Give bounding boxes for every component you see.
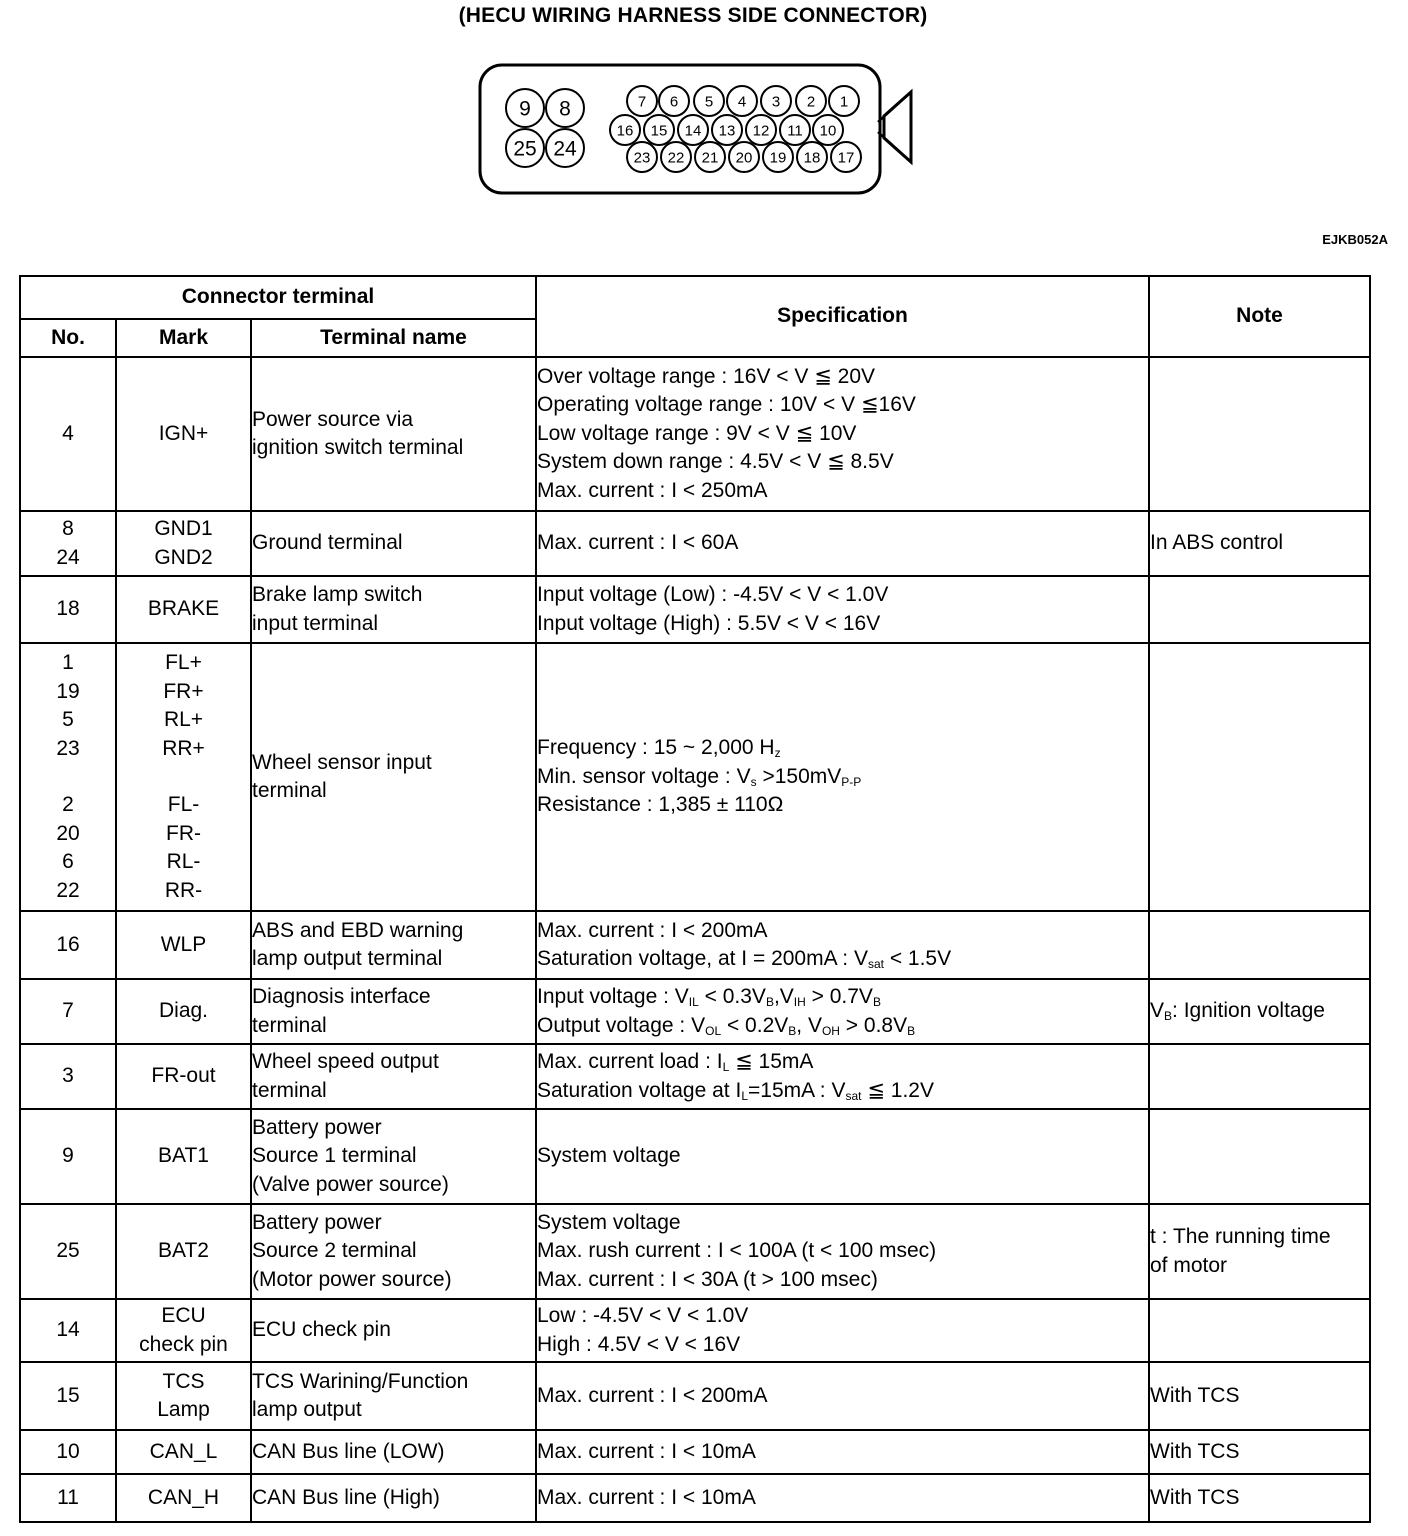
terminal-mark [116, 643, 251, 911]
terminal-number-line: 22 [56, 878, 80, 902]
terminal-name [251, 1109, 536, 1204]
note-line: In ABS control [1150, 531, 1284, 555]
specification [536, 1204, 1149, 1299]
note [1149, 643, 1370, 911]
terminal-mark-line: FR- [166, 821, 201, 845]
no-header: No. [20, 319, 116, 357]
table-row [20, 357, 1370, 511]
specification [536, 357, 1149, 511]
connector-terminal-header: Connector terminal [20, 276, 536, 319]
note [1149, 1109, 1370, 1204]
terminal-number [20, 643, 116, 911]
note [1149, 576, 1370, 643]
connector-pin [780, 115, 810, 145]
specification-line: Max. current load : $I_L$ ≦ 15mA [537, 1050, 814, 1074]
specification-line: Saturation voltage, at I = 200mA : $V_{sat} < 1.5V$ [537, 947, 952, 971]
terminal-name-line: Source 2 terminal [252, 1239, 417, 1263]
terminal-name-line: input terminal [252, 611, 379, 635]
connector-pin [813, 115, 843, 145]
pin-label: 8 [559, 97, 571, 121]
connector-pin [659, 86, 689, 116]
terminal-name [251, 1430, 536, 1474]
terminal-name-line: Battery power [252, 1210, 382, 1234]
terminal-number-line: 11 [57, 1485, 79, 1509]
specification-line: System voltage [537, 1144, 681, 1168]
specification [536, 1044, 1149, 1109]
terminal-mark [116, 979, 251, 1044]
terminal-mark-line: WLP [160, 932, 207, 956]
specification-line: Min. sensor voltage : $V_s >150mV_{P-P}$ [537, 764, 862, 789]
connector-latch-line [878, 92, 911, 122]
connector-pin [546, 89, 584, 127]
terminal-name [251, 1204, 536, 1299]
specification-line: Output voltage : $V_{OL} < 0.2V_B$, $V_{OH} > 0.8V_B$ [537, 1013, 916, 1038]
specification [536, 576, 1149, 643]
connector-pin [746, 115, 776, 145]
specification [536, 1299, 1149, 1362]
terminal-mark-line: FL- [167, 793, 200, 816]
pin-label: 25 [513, 137, 537, 161]
terminal-number-line: 4 [62, 421, 74, 445]
specification [536, 1430, 1149, 1474]
terminal-mark [116, 576, 251, 643]
connector-latch-line [878, 132, 911, 162]
connector-pin [506, 89, 544, 127]
note [1149, 1430, 1370, 1474]
terminal-number [20, 576, 116, 643]
pin-label: 5 [704, 93, 714, 111]
specification-line: Max. current : I < 10mA [537, 1439, 756, 1463]
terminal-name [251, 576, 536, 643]
specification-line: Max. rush current : I < 100A (t < 100 msec) [537, 1239, 937, 1263]
terminal-number [20, 1430, 116, 1474]
terminal-name-line: Ground terminal [252, 531, 403, 555]
specification [536, 511, 1149, 576]
terminal-mark [116, 911, 251, 979]
table-row [20, 1430, 1370, 1474]
specification [536, 911, 1149, 979]
specification-line: System voltage [537, 1210, 681, 1234]
terminal-name [251, 511, 536, 576]
terminal-name-line: ECU check pin [252, 1318, 391, 1342]
figure-code: EJKB052A [1322, 232, 1388, 247]
terminal-mark-line: IGN+ [158, 421, 209, 445]
terminal-number-line: 3 [62, 1064, 74, 1088]
pin-label: 16 [616, 122, 634, 140]
terminal-name [251, 1362, 536, 1430]
specification-line: Input voltage : $V_{IL} < 0.3V_B,V_{IH} > 0.7V_B$ [537, 985, 881, 1009]
table-row [20, 1474, 1370, 1522]
specification-line: Max. current : I < 10mA [537, 1485, 756, 1509]
pin-label: 14 [684, 122, 702, 140]
terminal-mark-line: check pin [139, 1332, 228, 1356]
specification [536, 979, 1149, 1044]
terminal-number-line: 5 [62, 708, 74, 731]
pin-label: 4 [737, 93, 747, 111]
table-row [20, 511, 1370, 576]
terminal-number-line: 1 [62, 651, 74, 674]
connector-pin [627, 142, 657, 172]
terminal-mark [116, 1362, 251, 1430]
terminal-name [251, 911, 536, 979]
pin-label: 21 [701, 149, 719, 167]
terminal-mark-line: Diag. [158, 999, 209, 1023]
table-row [20, 1109, 1370, 1204]
specification-line: Frequency : 15 ~ 2,000 $H_z$ [537, 736, 781, 761]
terminal-number [20, 1044, 116, 1109]
terminal-number-line: 7 [62, 999, 74, 1023]
table-row [20, 643, 1370, 911]
terminal-mark-line: RR+ [162, 736, 205, 760]
terminal-name [251, 1474, 536, 1522]
pin-label: 17 [837, 149, 855, 167]
note [1149, 1362, 1370, 1430]
note-line: With TCS [1150, 1485, 1240, 1509]
note-line: With TCS [1150, 1383, 1240, 1407]
connector-pin [761, 86, 791, 116]
specification-line: Max. current : I < 250mA [537, 478, 768, 502]
specification-line: Over voltage range : 16V < V ≦ 20V [537, 364, 876, 388]
terminal-name [251, 643, 536, 911]
terminal-name [251, 1044, 536, 1109]
terminal-name-line: CAN Bus line (LOW) [252, 1439, 445, 1463]
table-row [20, 979, 1370, 1044]
terminal-number [20, 1362, 116, 1430]
table-row [20, 1299, 1370, 1362]
terminal-mark [116, 357, 251, 511]
terminal-name-line: (Valve power source) [252, 1172, 449, 1196]
note [1149, 979, 1370, 1044]
terminal-name-line: (Motor power source) [252, 1267, 452, 1291]
terminal-number-line: 19 [56, 679, 80, 703]
connector-pin [610, 115, 640, 145]
specification-line: Saturation voltage at $I_L=15mA$ : $V_{sat}$ ≦ 1.2V [537, 1078, 934, 1103]
table-row [20, 1362, 1370, 1430]
terminal-mark-line: GND1 [154, 517, 213, 540]
connector-pin [797, 142, 827, 172]
terminal-mark [116, 1430, 251, 1474]
terminal-number-line: 16 [56, 932, 80, 956]
connector-pin [829, 86, 859, 116]
terminal-name-line: lamp output terminal [252, 947, 443, 970]
terminal-number-line: 25 [56, 1239, 80, 1263]
table-row [20, 576, 1370, 643]
pin-label: 23 [633, 149, 651, 167]
connector-pin [729, 142, 759, 172]
terminal-name-line: Battery power [252, 1115, 382, 1139]
terminal-mark-line: RR- [164, 878, 203, 902]
terminal-number-line: 2 [62, 793, 74, 816]
terminal-name-line: terminal [252, 779, 327, 802]
specification [536, 1474, 1149, 1522]
note [1149, 1044, 1370, 1109]
specification-line: Max. current : I < 60A [537, 531, 739, 555]
terminal-number-line: 24 [56, 545, 80, 569]
pin-label: 24 [553, 137, 577, 161]
terminal-number-line: 14 [56, 1318, 80, 1342]
terminal-number-line: 6 [62, 850, 74, 873]
terminal-number [20, 511, 116, 576]
terminal-name-line: terminal [252, 1078, 327, 1102]
specification-line: Low voltage range : 9V < V ≦ 10V [537, 421, 857, 445]
terminal-mark-line: FR-out [151, 1064, 216, 1088]
pin-label: 15 [650, 122, 668, 140]
note-line: of motor [1150, 1253, 1228, 1277]
terminal-mark-line: FR+ [163, 679, 204, 703]
specification-line: Max. current : I < 200mA [537, 1383, 768, 1407]
terminal-number-line: 20 [56, 821, 80, 845]
pin-label: 19 [769, 149, 787, 167]
terminal-name-line: Wheel speed output [252, 1050, 439, 1073]
terminal-mark-line: CAN_L [149, 1439, 218, 1463]
note [1149, 911, 1370, 979]
terminal-mark-line: ECU [161, 1304, 206, 1327]
terminal-mark [116, 1299, 251, 1362]
terminal-name-line: terminal [252, 1013, 327, 1037]
terminal-number-line: 18 [56, 597, 80, 621]
terminal-mark-line: TCS [162, 1369, 205, 1393]
connector-pin [694, 86, 724, 116]
note [1149, 357, 1370, 511]
connector-pin [506, 129, 544, 167]
specification-line: Low : -4.5V < V < 1.0V [537, 1304, 749, 1327]
note-line: $V_B$: Ignition voltage [1150, 999, 1325, 1024]
table-row [20, 1204, 1370, 1299]
terminal-number [20, 1204, 116, 1299]
specification-line: Operating voltage range : 10V < V ≦16V [537, 393, 916, 417]
connector-latch [884, 92, 911, 162]
table-row [20, 911, 1370, 979]
terminal-mark-line: BAT2 [158, 1239, 209, 1263]
terminal-name-line: Brake lamp switch [252, 583, 423, 606]
terminal-name [251, 979, 536, 1044]
connector-pin [627, 86, 657, 116]
specification-line: System down range : 4.5V < V ≦ 8.5V [537, 450, 894, 474]
terminal-name-line: Wheel sensor input [252, 750, 432, 774]
terminal-mark-line: CAN_H [147, 1485, 220, 1509]
specification [536, 1109, 1149, 1204]
terminal-name-line: Source 1 terminal [252, 1144, 417, 1168]
pin-label: 3 [771, 93, 781, 111]
terminal-number-line: 23 [56, 736, 80, 760]
terminal-mark [116, 1109, 251, 1204]
terminal-name-line: Diagnosis interface [252, 985, 431, 1008]
pin-label: 18 [803, 149, 821, 167]
terminal-name [251, 357, 536, 511]
pin-label: 2 [806, 93, 816, 111]
connector-pin [678, 115, 708, 145]
terminal-number-line: 10 [56, 1439, 80, 1463]
terminal-name-line: TCS Warining/Function [252, 1369, 469, 1393]
connector-pin [644, 115, 674, 145]
terminal-name-line: ABS and EBD warning [252, 918, 464, 942]
note [1149, 1299, 1370, 1362]
terminal-name-line: ignition switch terminal [252, 436, 464, 459]
terminal-mark [116, 511, 251, 576]
pin-label: 6 [669, 93, 679, 111]
terminal-spec-table [19, 275, 1371, 1523]
page-heading: (HECU WIRING HARNESS SIDE CONNECTOR) [458, 4, 928, 27]
connector-pin [796, 86, 826, 116]
note [1149, 511, 1370, 576]
note-line: t : The running time [1150, 1225, 1331, 1248]
connector-pin [661, 142, 691, 172]
pin-label: 20 [735, 149, 753, 167]
connector-diagram [476, 60, 916, 200]
terminal-name-header: Terminal name [251, 319, 536, 357]
pin-label: 11 [787, 122, 803, 140]
specification [536, 643, 1149, 911]
connector-pin [712, 115, 742, 145]
note-header: Note [1149, 276, 1370, 357]
mark-header: Mark [116, 319, 251, 357]
terminal-name-line: CAN Bus line (High) [252, 1485, 440, 1509]
pin-label: 7 [637, 93, 647, 111]
table-body [20, 357, 1370, 1522]
pin-label: 22 [667, 149, 685, 167]
terminal-number-line: 15 [56, 1383, 80, 1407]
terminal-name-line: lamp output [252, 1398, 362, 1421]
terminal-number [20, 1474, 116, 1522]
terminal-mark-line: FL+ [165, 651, 202, 674]
terminal-mark-line: RL- [166, 850, 201, 873]
connector-pin [546, 129, 584, 167]
table-row [20, 1044, 1370, 1109]
terminal-mark [116, 1044, 251, 1109]
terminal-mark-line: GND2 [154, 545, 213, 569]
terminal-number [20, 1109, 116, 1204]
connector-pin [727, 86, 757, 116]
pin-label: 10 [819, 122, 837, 140]
terminal-mark-line: RL+ [163, 708, 204, 731]
terminal-name [251, 1299, 536, 1362]
specification-line: Max. current : I < 200mA [537, 918, 768, 942]
pin-label: 1 [839, 93, 849, 111]
terminal-mark-line: Lamp [157, 1398, 210, 1421]
terminal-name-line: Power source via [252, 407, 414, 431]
terminal-number [20, 357, 116, 511]
specification-line: Resistance : 1,385 ± 110Ω [537, 793, 784, 817]
terminal-number [20, 1299, 116, 1362]
specification-line: Input voltage (Low) : -4.5V < V < 1.0V [537, 583, 889, 606]
terminal-number [20, 979, 116, 1044]
pin-label: 9 [519, 97, 531, 121]
pin-label: 13 [718, 122, 736, 140]
terminal-number [20, 911, 116, 979]
terminal-number-line: 8 [62, 517, 74, 540]
terminal-mark-line: BRAKE [147, 597, 220, 621]
note [1149, 1474, 1370, 1522]
pin-label: 12 [752, 122, 770, 140]
terminal-number-line: 9 [62, 1144, 74, 1168]
specification-header: Specification [536, 276, 1149, 357]
note-line: With TCS [1150, 1439, 1240, 1463]
terminal-mark-line: BAT1 [158, 1144, 209, 1168]
connector-pin [763, 142, 793, 172]
connector-pin [831, 142, 861, 172]
specification-line: Max. current : I < 30A (t > 100 msec) [537, 1267, 878, 1291]
terminal-mark [116, 1474, 251, 1522]
specification-line: Input voltage (High) : 5.5V < V < 16V [537, 611, 881, 635]
connector-pin [695, 142, 725, 172]
specification-line: High : 4.5V < V < 16V [537, 1332, 741, 1356]
note [1149, 1204, 1370, 1299]
terminal-mark [116, 1204, 251, 1299]
specification [536, 1362, 1149, 1430]
